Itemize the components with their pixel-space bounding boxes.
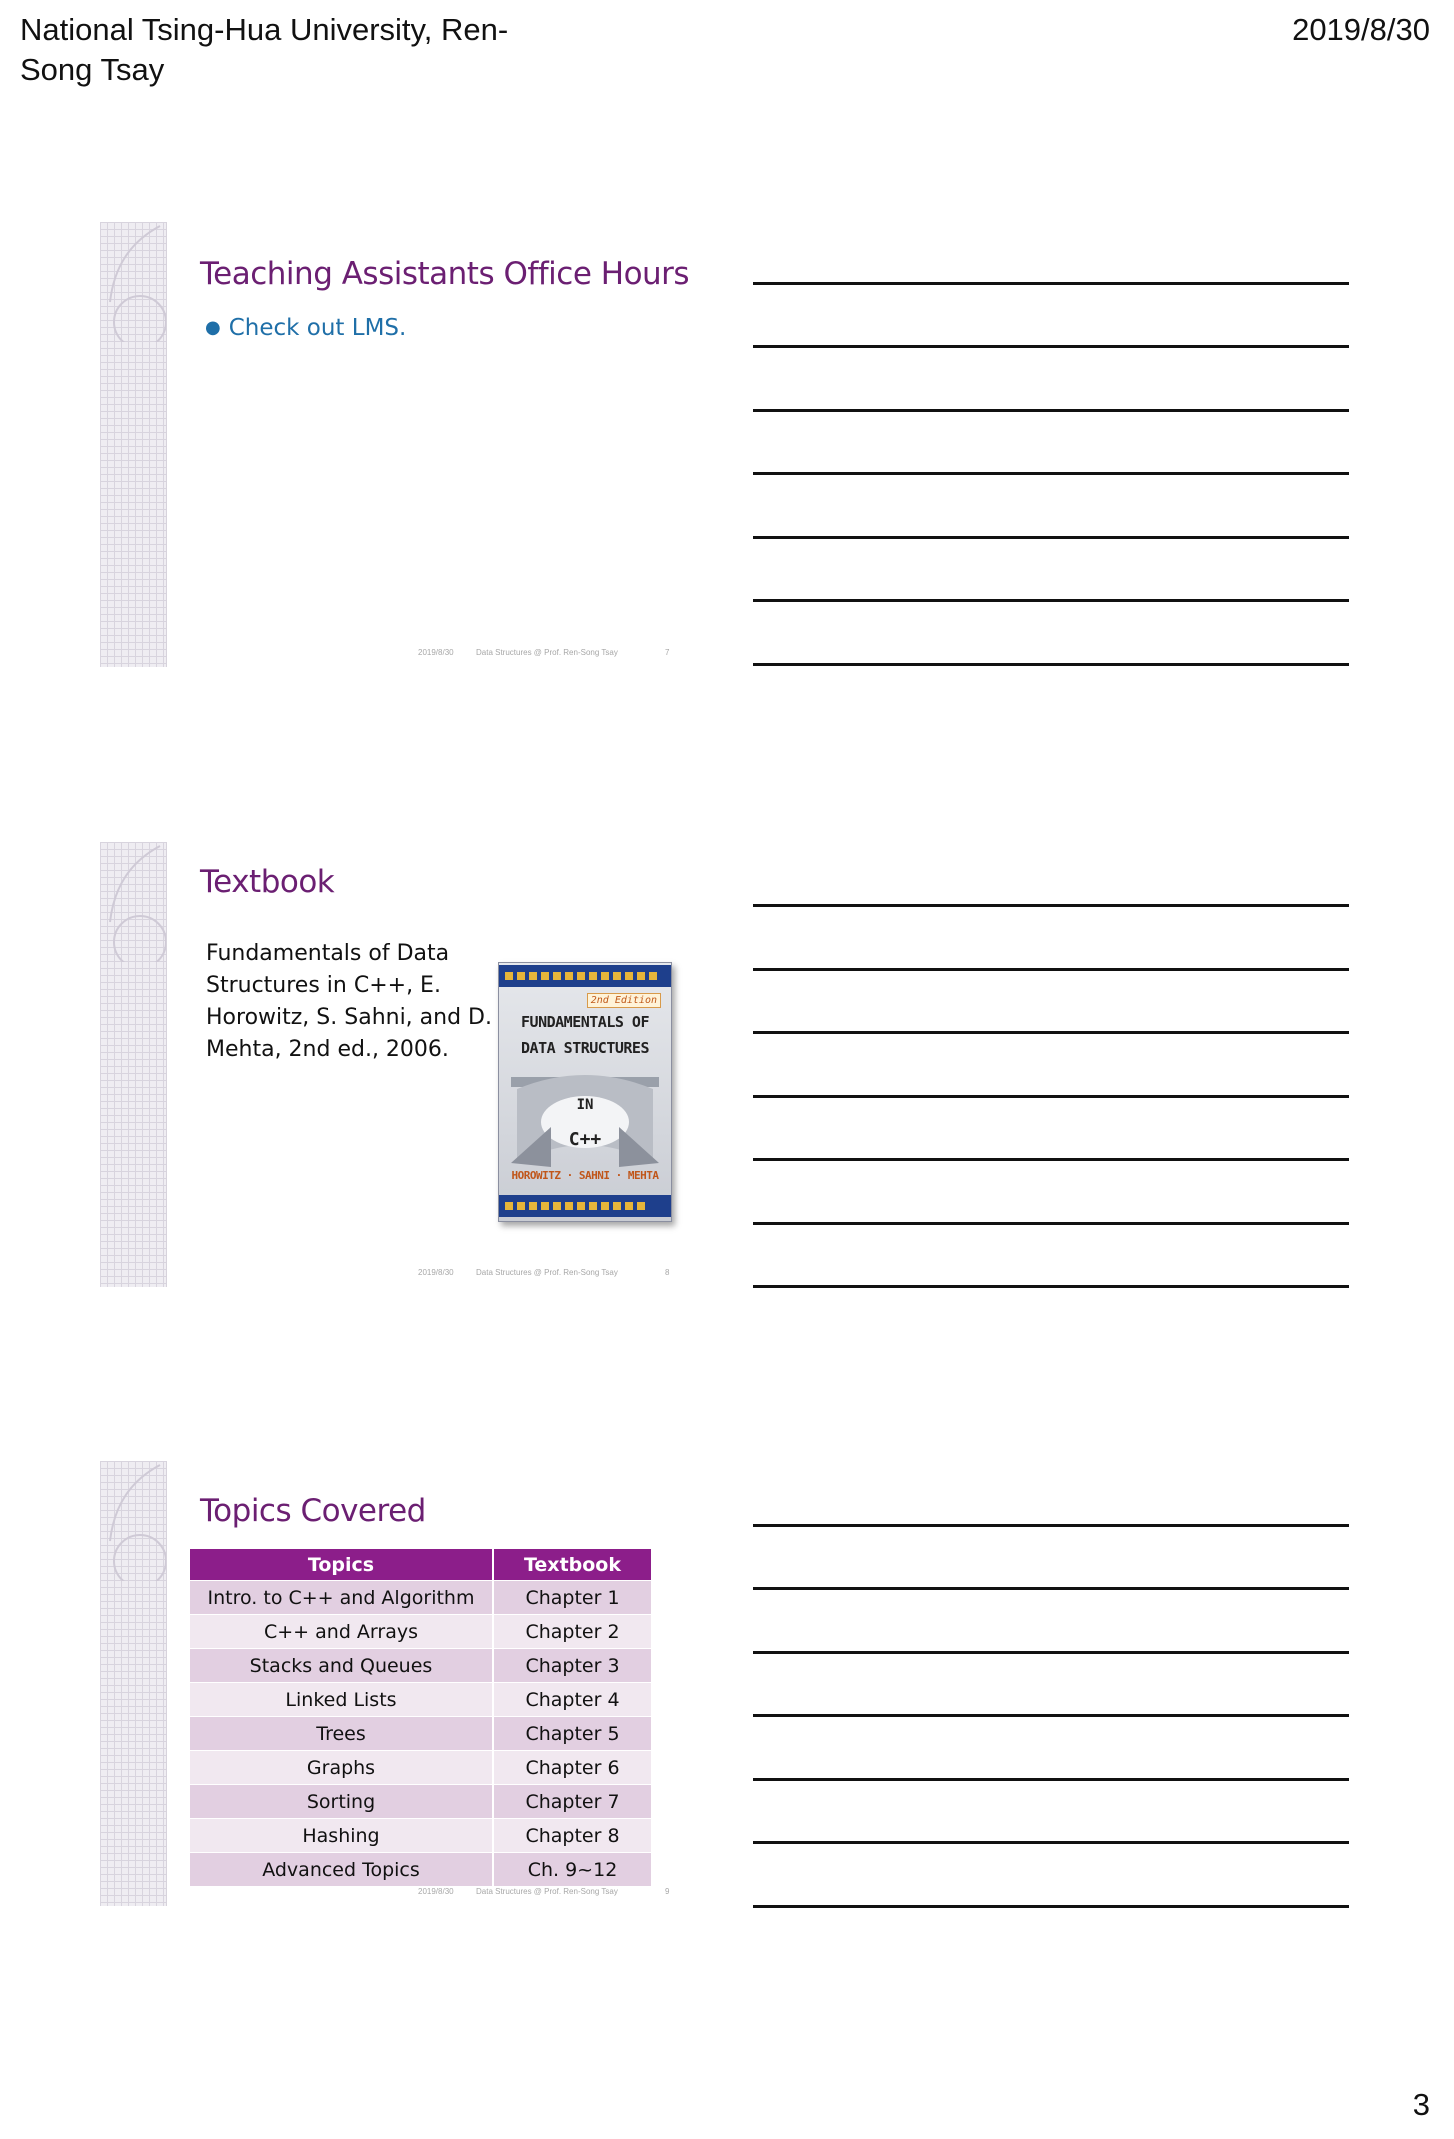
slide-7 <box>100 222 690 667</box>
note-line <box>753 1778 1349 1781</box>
note-line <box>753 282 1349 285</box>
note-line <box>753 536 1349 539</box>
note-line <box>753 904 1349 907</box>
cover-language: C++ <box>568 1129 602 1150</box>
note-line <box>753 1651 1349 1654</box>
page-number: 3 <box>1412 2087 1430 2122</box>
footer-slide-number: 8 <box>665 1268 670 1277</box>
slide-decoration <box>100 222 167 667</box>
chapter-cell: Chapter 8 <box>493 1819 651 1853</box>
note-line <box>753 1905 1349 1908</box>
footer-course: Data Structures @ Prof. Ren-Song Tsay <box>476 648 618 657</box>
table-row <box>190 1615 651 1649</box>
cover-band-bottom <box>499 1195 671 1217</box>
note-line <box>753 968 1349 971</box>
table-row <box>190 1683 651 1717</box>
note-line <box>753 1714 1349 1717</box>
slide-8 <box>100 842 685 1287</box>
slide-9 <box>100 1461 685 1906</box>
footer-date: 2019/8/30 <box>418 648 454 657</box>
bridge-arch-icon <box>511 1067 659 1167</box>
topic-cell: Graphs <box>190 1751 493 1785</box>
table-row <box>190 1649 651 1683</box>
textbook-cover <box>498 962 672 1222</box>
table-row <box>190 1819 651 1853</box>
note-line <box>753 1158 1349 1161</box>
cover-authors: HOROWITZ · SAHNI · MEHTA <box>511 1169 659 1182</box>
chapter-cell: Ch. 9~12 <box>493 1853 651 1887</box>
topic-cell: Hashing <box>190 1819 493 1853</box>
table-row <box>190 1785 651 1819</box>
slide-decoration <box>100 1461 167 1906</box>
topic-cell: Sorting <box>190 1785 493 1819</box>
topic-cell: Intro. to C++ and Algorithm <box>190 1581 493 1615</box>
bullet-text: Check out LMS. <box>228 315 407 341</box>
table-row <box>190 1751 651 1785</box>
topic-cell: Advanced Topics <box>190 1853 493 1887</box>
textbook-description: Fundamentals of Data Structures in C++, E. Horowitz, S. Sahni, and D. Mehta, 2nd ed., 2006. <box>206 941 492 1062</box>
chapter-cell: Chapter 1 <box>493 1581 651 1615</box>
topic-cell: Linked Lists <box>190 1683 493 1717</box>
slide-decoration <box>100 842 167 1287</box>
table-header-topics: Topics <box>190 1549 493 1581</box>
note-line <box>753 409 1349 412</box>
table-row <box>190 1853 651 1887</box>
header-institution: National Tsing-Hua University, Ren-Song Tsay <box>20 12 509 87</box>
footer-slide-number: 9 <box>665 1887 670 1896</box>
topic-cell: C++ and Arrays <box>190 1615 493 1649</box>
topic-cell: Trees <box>190 1717 493 1751</box>
slide-title: Topics Covered <box>200 1493 426 1529</box>
header-date: 2019/8/30 <box>1292 12 1430 47</box>
cover-edition: 2nd Edition <box>587 993 661 1008</box>
topics-table <box>190 1549 651 1886</box>
note-line <box>753 1095 1349 1098</box>
chapter-cell: Chapter 7 <box>493 1785 651 1819</box>
chapter-cell: Chapter 6 <box>493 1751 651 1785</box>
note-line <box>753 1587 1349 1590</box>
footer-course: Data Structures @ Prof. Ren-Song Tsay <box>476 1887 618 1896</box>
note-line <box>753 599 1349 602</box>
note-line <box>753 1031 1349 1034</box>
note-line <box>753 1285 1349 1288</box>
chapter-cell: Chapter 2 <box>493 1615 651 1649</box>
cover-band-top <box>499 965 671 987</box>
footer-date: 2019/8/30 <box>418 1887 454 1896</box>
table-row <box>190 1717 651 1751</box>
note-line <box>753 472 1349 475</box>
footer-course: Data Structures @ Prof. Ren-Song Tsay <box>476 1268 618 1277</box>
slide-title: Textbook <box>200 864 335 900</box>
cover-title-line1: FUNDAMENTALS OF <box>521 1013 649 1031</box>
cover-in: IN <box>576 1097 594 1113</box>
topic-cell: Stacks and Queues <box>190 1649 493 1683</box>
footer-date: 2019/8/30 <box>418 1268 454 1277</box>
slide-title: Teaching Assistants Office Hours <box>200 256 690 292</box>
note-line <box>753 663 1349 666</box>
note-line <box>753 1222 1349 1225</box>
note-line <box>753 1524 1349 1527</box>
chapter-cell: Chapter 3 <box>493 1649 651 1683</box>
note-line <box>753 345 1349 348</box>
bullet-item: ● Check out LMS. <box>205 315 407 341</box>
table-row <box>190 1581 651 1615</box>
chapter-cell: Chapter 4 <box>493 1683 651 1717</box>
footer-slide-number: 7 <box>665 648 670 657</box>
chapter-cell: Chapter 5 <box>493 1717 651 1751</box>
cover-title-line2: DATA STRUCTURES <box>521 1039 649 1057</box>
note-line <box>753 1841 1349 1844</box>
table-header-textbook: Textbook <box>493 1549 651 1581</box>
